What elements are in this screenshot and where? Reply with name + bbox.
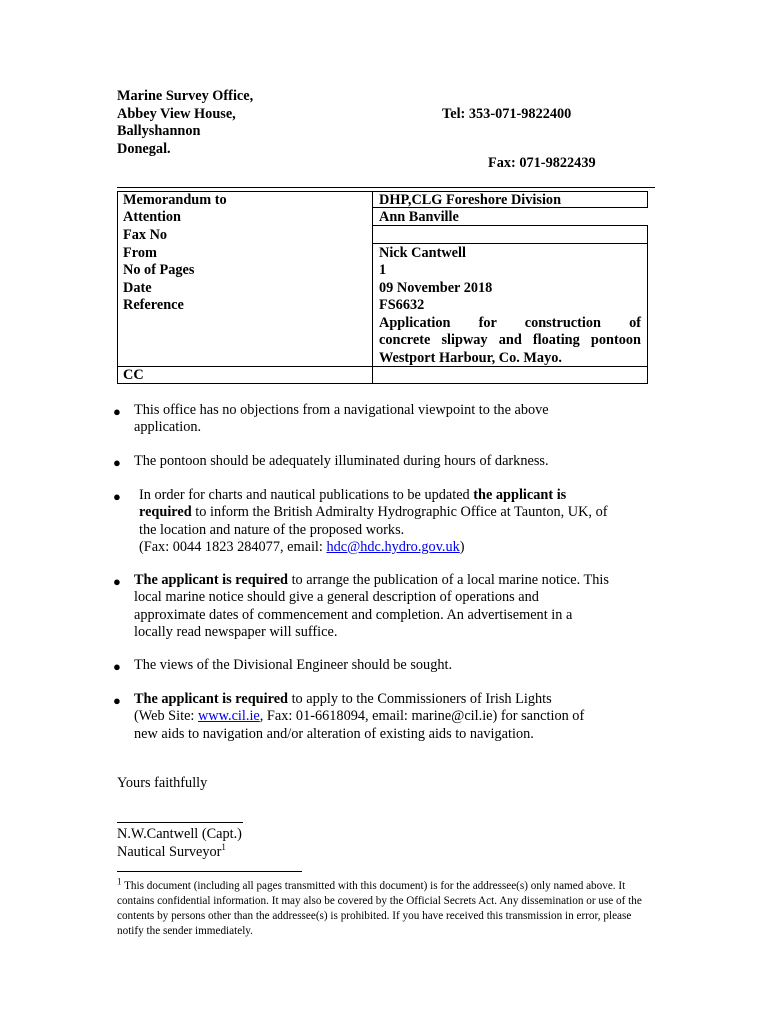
bullet-icon: ●: [113, 455, 121, 470]
subject-line-1: Application for construction of: [379, 315, 641, 331]
bullet-text: , Fax: 01-6618094, email: marine@cil.ie) for sanction of: [259, 708, 585, 725]
label-from: From: [123, 245, 157, 261]
bullet-text-bold: required: [139, 504, 192, 521]
bullet-text: (Fax: 0044 1823 284077, email:: [139, 538, 327, 555]
bullet-text-line: approximate dates of commencement and completion. An advertisement in a: [134, 606, 573, 623]
memo-cc-value-cell: [372, 366, 648, 384]
label-memorandum-to: Memorandum to: [123, 192, 227, 208]
bullet-text: (Web Site:: [134, 708, 198, 725]
bullet-text: In order for charts and nautical publications to be updated: [139, 487, 474, 503]
bullet-icon: ●: [113, 693, 121, 708]
subject-line-3: Westport Harbour, Co. Mayo.: [379, 349, 562, 366]
label-attention: Attention: [123, 209, 181, 225]
bullet-text-line: new aids to navigation and/or alteration of existing aids to navigation.: [134, 725, 534, 742]
value-subject: [379, 315, 641, 367]
bullet-text-bold: the applicant is: [473, 487, 567, 503]
memo-value-cell: [372, 225, 648, 244]
address-line-3: Ballyshannon: [117, 123, 201, 139]
address-line-4: Donegal.: [117, 140, 171, 157]
footnote: [117, 876, 652, 939]
bullet-item-hydrographic-office: [139, 487, 654, 556]
signatory-title: [117, 844, 226, 861]
value-date: 09 November 2018: [379, 280, 493, 296]
footnote-text: This document (including all pages transmitted with this document) is for the addressee(s) only named above. It contains confidential information. It may also be covered by the Official Secrets Act. Any dissemination or use of the contents by persons other than the addressee(s) is prohibited. If you have received this transmission in error, please notify the sender immediately.: [117, 880, 642, 937]
bullet-icon: ●: [113, 574, 121, 589]
bullet-item-divisional-engineer: [134, 657, 654, 674]
label-date: Date: [123, 280, 152, 296]
bullet-item-no-objections: [134, 402, 654, 437]
header-divider: [117, 187, 655, 188]
hydro-email-link[interactable]: hdc@hdc.hydro.gov.uk: [326, 538, 460, 555]
bullet-text-line: the location and nature of the proposed works.: [139, 521, 405, 538]
bullet-icon: ●: [113, 489, 121, 504]
bullet-text-bold: The applicant is required: [134, 691, 288, 707]
value-memorandum-to: DHP,CLG Foreshore Division: [379, 192, 562, 208]
label-cc: CC: [123, 367, 144, 383]
value-attention: Ann Banville: [379, 209, 459, 225]
label-no-of-pages: No of Pages: [123, 262, 195, 278]
signatory-name: N.W.Cantwell (Capt.): [117, 826, 242, 842]
bullet-text: to apply to the Commissioners of Irish Lights: [288, 691, 552, 707]
sender-address: [117, 88, 253, 158]
subject-line-2: concrete slipway and floating pontoon: [379, 332, 641, 349]
bullet-item-marine-notice: [134, 572, 654, 641]
bullet-text-line: local marine notice should give a general description of operations and: [134, 589, 539, 606]
cil-website-link[interactable]: www.cil.ie: [197, 708, 260, 725]
bullet-text-line: application.: [134, 419, 202, 436]
memo-cc-label-cell: [117, 366, 373, 384]
bullet-text-line: The views of the Divisional Engineer should be sought.: [134, 657, 453, 673]
signatory-title-text: Nautical Surveyor: [117, 844, 222, 860]
bullet-text-line: The pontoon should be adequately illuminated during hours of darkness.: [134, 453, 549, 469]
bullet-text-bold: The applicant is required: [134, 572, 288, 588]
address-line-1: Marine Survey Office,: [117, 88, 254, 104]
bullet-item-illumination: [134, 453, 654, 470]
bullet-text-line: locally read newspaper will suffice.: [134, 623, 338, 640]
bullet-text-line: This office has no objections from a navigational viewpoint to the above: [134, 402, 549, 418]
bullet-text: ): [459, 538, 465, 555]
bullet-item-irish-lights: [134, 691, 654, 743]
footnote-mark: 1: [117, 876, 122, 887]
address-line-2: Abbey View House,: [117, 105, 236, 122]
footnote-reference: 1: [221, 842, 226, 853]
value-no-of-pages: 1: [379, 262, 387, 278]
label-reference: Reference: [123, 297, 184, 313]
bullet-icon: ●: [113, 659, 121, 674]
bullet-text: to arrange the publication of a local marine notice. This: [288, 572, 609, 588]
value-from: Nick Cantwell: [379, 245, 466, 261]
salutation: Yours faithfully: [117, 775, 208, 791]
signature-line: [117, 822, 243, 823]
memo-table: [117, 191, 648, 384]
fax-number: Fax: 071-9822439: [488, 155, 596, 171]
bullet-text: to inform the British Admiralty Hydrographic Office at Taunton, UK, of: [191, 504, 608, 521]
telephone-number: Tel: 353-071-9822400: [442, 106, 572, 122]
footnote-divider: [117, 871, 302, 872]
value-reference: FS6632: [379, 297, 425, 313]
bullet-icon: ●: [113, 404, 121, 419]
label-fax-no: Fax No: [123, 227, 168, 243]
